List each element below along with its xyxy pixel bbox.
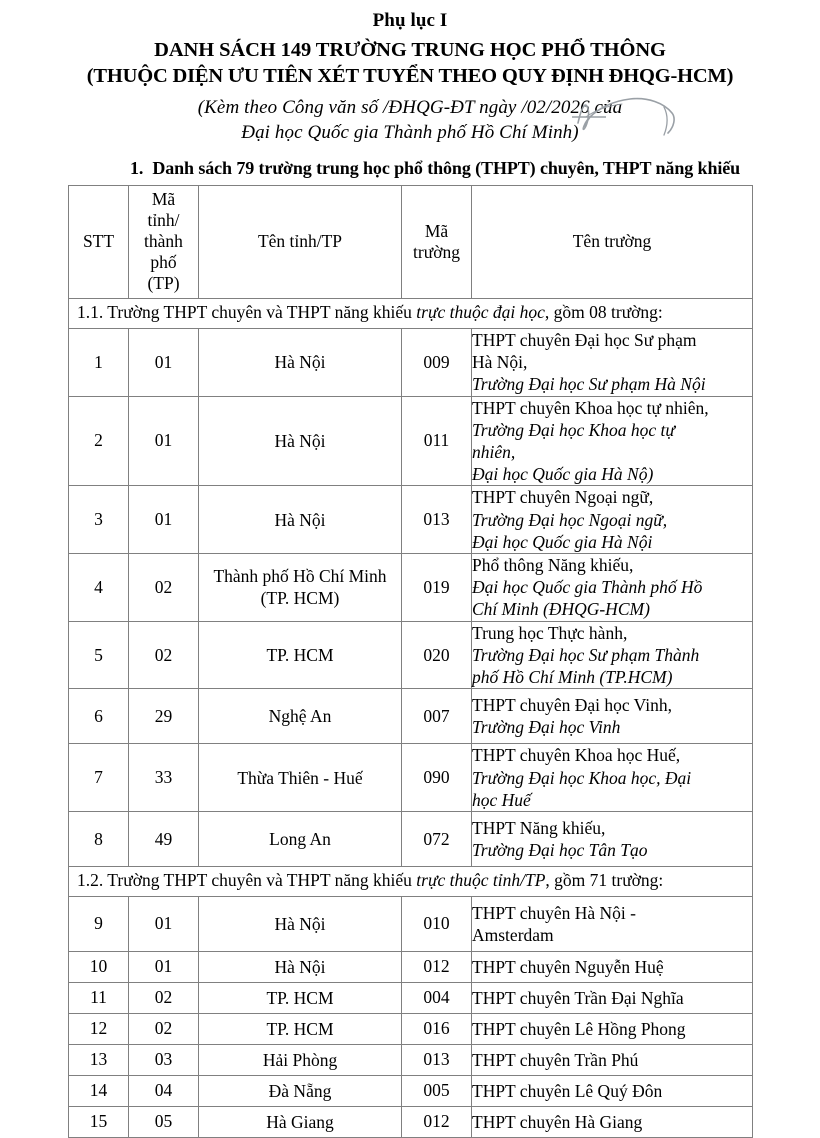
province-name-line: Nghệ An	[268, 706, 332, 727]
cell-school-code: 004	[402, 982, 472, 1013]
school-affiliation-line: Trường Đại học Vinh	[472, 717, 621, 738]
cell-stt: 14	[69, 1075, 129, 1106]
cell-stt: 3	[69, 486, 129, 554]
cell-province-code: 29	[129, 689, 199, 744]
cell-province-code: 04	[129, 1075, 199, 1106]
cell-school-code: 005	[402, 1075, 472, 1106]
table-group-row	[69, 298, 753, 328]
table-row	[69, 328, 753, 396]
document-subtitle	[0, 95, 820, 145]
document-header	[0, 0, 820, 145]
cell-province-name	[199, 896, 402, 951]
table-row	[69, 1075, 753, 1106]
school-affiliation-line: Trường Đại học Khoa học tự	[472, 419, 675, 440]
school-affiliation-line: Trường Đại học Tân Tạo	[472, 840, 648, 861]
cell-province-name	[199, 1044, 402, 1075]
school-name-line: THPT chuyên Trần Đại Nghĩa	[472, 987, 684, 1008]
school-affiliation-line: học Huế	[472, 789, 531, 810]
cell-province-name	[199, 621, 402, 689]
cell-school-name	[472, 486, 753, 554]
document-title-line1: DANH SÁCH 149 TRƯỜNG TRUNG HỌC PHỔ THÔNG	[154, 38, 666, 61]
school-name-line: Hà Nội,	[472, 352, 528, 373]
province-name-line: Hà Nội	[274, 956, 326, 977]
province-name-line: TP. HCM	[266, 645, 334, 665]
cell-school-name	[472, 1106, 753, 1137]
column-header-line: thành	[144, 231, 183, 252]
school-name-line: THPT chuyên Khoa học Huế,	[472, 745, 681, 766]
cell-school-name	[472, 812, 753, 867]
cell-stt: 2	[69, 396, 129, 486]
table-row	[69, 1013, 753, 1044]
province-name-line: TP. HCM	[266, 987, 334, 1008]
cell-province-code: 03	[129, 1044, 199, 1075]
cell-school-code: 009	[402, 328, 472, 396]
cell-province-code: 01	[129, 396, 199, 486]
cell-school-name	[472, 554, 753, 622]
province-name-line: Thừa Thiên - Huế	[237, 767, 363, 788]
cell-school-code: 012	[402, 1106, 472, 1137]
cell-province-name	[199, 951, 402, 982]
cell-province-code: 49	[129, 812, 199, 867]
section-heading	[0, 158, 820, 179]
province-name-line: Hà Nội	[274, 913, 326, 934]
cell-school-name	[472, 396, 753, 486]
cell-province-name	[199, 554, 402, 622]
school-name-line: THPT chuyên Hà Giang	[472, 1111, 643, 1132]
cell-school-name	[472, 328, 753, 396]
cell-school-code: 072	[402, 812, 472, 867]
cell-stt: 11	[69, 982, 129, 1013]
column-header-stt: STT	[69, 185, 129, 298]
school-list-table	[68, 185, 753, 1138]
school-affiliation-line: Trường Đại học Khoa học, Đại	[472, 767, 692, 788]
school-affiliation-line: Trường Đại học Sư phạm Thành	[472, 644, 700, 665]
cell-province-code: 01	[129, 896, 199, 951]
table-row	[69, 486, 753, 554]
section-number: 1.	[130, 157, 144, 178]
school-table-container	[68, 185, 752, 1138]
cell-stt: 13	[69, 1044, 129, 1075]
province-name-line: Hải Phòng	[262, 1049, 338, 1070]
school-name-line: THPT chuyên Đại học Vinh,	[472, 695, 673, 716]
province-name-line: TP. HCM	[266, 1018, 334, 1039]
column-header-ten-truong: Tên trường	[472, 185, 753, 298]
cell-province-code: 33	[129, 744, 199, 812]
cell-province-code: 01	[129, 328, 199, 396]
cell-province-name	[199, 744, 402, 812]
appendix-label: Phụ lục I	[372, 10, 448, 31]
table-row	[69, 1044, 753, 1075]
cell-school-name	[472, 1044, 753, 1075]
column-header-ten-tinh: Tên tỉnh/TP	[199, 185, 402, 298]
cell-province-code: 02	[129, 621, 199, 689]
table-row	[69, 896, 753, 951]
cell-stt: 6	[69, 689, 129, 744]
cell-stt: 15	[69, 1106, 129, 1137]
cell-stt: 1	[69, 328, 129, 396]
school-name-line: THPT chuyên Khoa học tự nhiên,	[472, 397, 709, 418]
cell-province-code: 02	[129, 554, 199, 622]
cell-school-code: 011	[402, 396, 472, 486]
cell-school-name	[472, 1013, 753, 1044]
province-name-line: Hà Giang	[266, 1111, 334, 1132]
table-row	[69, 744, 753, 812]
column-header-line: Mã	[424, 220, 449, 241]
column-header-line: trường	[413, 241, 460, 262]
school-name-line: Trung học Thực hành,	[472, 622, 628, 643]
cell-school-code: 016	[402, 1013, 472, 1044]
document-title-line2: (THUỘC DIỆN ƯU TIÊN XÉT TUYỂN THEO QUY ĐỊNH ĐHQG-HCM)	[86, 65, 734, 88]
cell-province-name	[199, 689, 402, 744]
school-name-line: THPT chuyên Lê Hồng Phong	[472, 1018, 686, 1039]
table-group-row	[69, 867, 753, 897]
cell-school-code: 010	[402, 896, 472, 951]
province-name-line: Long An	[269, 828, 331, 849]
province-name-line: Hà Nội	[274, 352, 326, 373]
cell-school-name	[472, 744, 753, 812]
table-row	[69, 396, 753, 486]
cell-province-code: 05	[129, 1106, 199, 1137]
school-name-line: THPT chuyên Trần Phú	[472, 1049, 639, 1070]
cell-school-code: 020	[402, 621, 472, 689]
school-affiliation-line: phố Hồ Chí Minh (TP.HCM)	[472, 667, 673, 688]
table-group-label: 1.1. Trường THPT chuyên và THPT năng khiếu trực thuộc đại học, gồm 08 trường:	[69, 298, 753, 328]
cell-province-name	[199, 486, 402, 554]
cell-province-name	[199, 396, 402, 486]
school-name-line: THPT chuyên Nguyễn Huệ	[472, 956, 664, 977]
table-row	[69, 1106, 753, 1137]
school-affiliation-line: Trường Đại học Sư phạm Hà Nội	[472, 374, 706, 395]
cell-school-name	[472, 689, 753, 744]
column-header-line: tỉnh/	[147, 210, 180, 231]
document-subtitle-line2: Đại học Quốc gia Thành phố Hồ Chí Minh)	[241, 121, 579, 143]
school-name-line: Phổ thông Năng khiếu,	[472, 555, 634, 576]
cell-province-name	[199, 1013, 402, 1044]
school-name-line: THPT chuyên Đại học Sư phạm	[472, 329, 697, 350]
cell-province-name	[199, 982, 402, 1013]
cell-school-name	[472, 1075, 753, 1106]
cell-province-name	[199, 328, 402, 396]
province-name-line: Hà Nội	[274, 430, 326, 451]
school-affiliation-line: Đại học Quốc gia Hà Nội	[472, 531, 653, 552]
table-group-label-emphasis: trực thuộc đại học	[416, 301, 545, 322]
cell-stt: 4	[69, 554, 129, 622]
cell-province-code: 02	[129, 982, 199, 1013]
cell-stt: 12	[69, 1013, 129, 1044]
cell-school-code: 090	[402, 744, 472, 812]
province-name-line: Đà Nẵng	[268, 1080, 332, 1101]
column-header-line: (TP)	[147, 273, 180, 294]
school-name-line: THPT chuyên Lê Quý Đôn	[472, 1080, 663, 1101]
table-row	[69, 812, 753, 867]
cell-school-code: 013	[402, 1044, 472, 1075]
school-affiliation-line: Chí Minh (ĐHQG-HCM)	[472, 599, 650, 620]
table-row	[69, 982, 753, 1013]
cell-province-name	[199, 812, 402, 867]
cell-school-name	[472, 621, 753, 689]
school-name-line: Amsterdam	[472, 924, 554, 945]
province-name-line: Hà Nội	[274, 509, 326, 530]
cell-stt: 7	[69, 744, 129, 812]
table-row	[69, 554, 753, 622]
column-header-line: phố	[150, 252, 177, 273]
cell-school-name	[472, 951, 753, 982]
cell-stt: 5	[69, 621, 129, 689]
document-subtitle-line1: (Kèm theo Công văn số /ĐHQG-ĐT ngày /02/2026 của	[197, 96, 623, 118]
cell-stt: 9	[69, 896, 129, 951]
school-affiliation-line: Đại học Quốc gia Thành phố Hồ	[472, 577, 703, 598]
cell-school-code: 019	[402, 554, 472, 622]
school-name-line: THPT chuyên Ngoại ngữ,	[472, 487, 654, 508]
cell-school-code: 012	[402, 951, 472, 982]
column-header-ma-tinh	[129, 185, 199, 298]
school-name-line: THPT chuyên Hà Nội -	[472, 902, 636, 923]
table-body	[69, 298, 753, 1137]
cell-province-name	[199, 1075, 402, 1106]
cell-school-code: 007	[402, 689, 472, 744]
province-name-line: (TP. HCM)	[260, 588, 340, 609]
province-name-line: Thành phố Hồ Chí Minh	[213, 566, 387, 587]
table-group-label: 1.2. Trường THPT chuyên và THPT năng khiếu trực thuộc tỉnh/TP, gồm 71 trường:	[69, 867, 753, 897]
table-row	[69, 951, 753, 982]
section-heading-text: Danh sách 79 trường trung học phổ thông (THPT) chuyên, THPT năng khiếu	[152, 157, 741, 178]
cell-school-name	[472, 896, 753, 951]
school-affiliation-line: Đại học Quốc gia Hà Nộ)	[472, 464, 654, 485]
cell-province-name	[199, 1106, 402, 1137]
table-group-label-emphasis: trực thuộc tỉnh/TP	[416, 870, 546, 891]
school-name-line: THPT Năng khiếu,	[472, 817, 606, 838]
cell-school-name	[472, 982, 753, 1013]
table-row	[69, 621, 753, 689]
school-affiliation-line: nhiên,	[472, 441, 516, 462]
column-header-line: Mã	[151, 189, 176, 210]
cell-school-code: 013	[402, 486, 472, 554]
cell-stt: 10	[69, 951, 129, 982]
cell-province-code: 01	[129, 951, 199, 982]
table-row	[69, 689, 753, 744]
school-affiliation-line: Trường Đại học Ngoại ngữ,	[472, 509, 668, 530]
cell-stt: 8	[69, 812, 129, 867]
column-header-ma-truong	[402, 185, 472, 298]
cell-province-code: 02	[129, 1013, 199, 1044]
cell-province-code: 01	[129, 486, 199, 554]
table-header-row	[69, 185, 753, 298]
table-header	[69, 185, 753, 298]
